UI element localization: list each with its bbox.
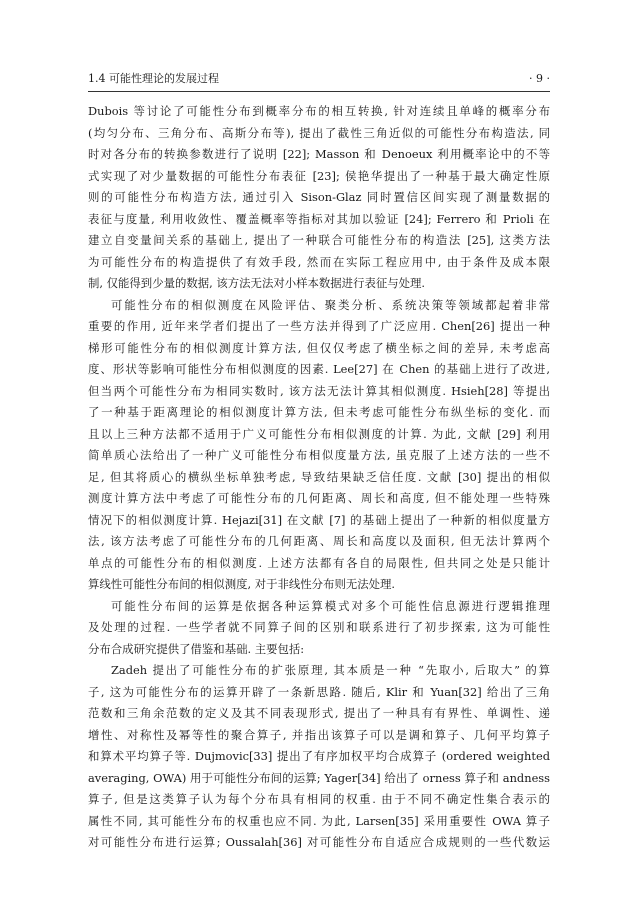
text-line: 但当两个可能性分布为相同实数时, 该方法无法计算其相似测度. Hsieh[28] 等提出: [88, 383, 550, 398]
text-line: 简单质心法给出了一种广义可能性分布相似度量方法, 虽克服了上述方法的一些不: [88, 448, 550, 462]
text-line: 范数和三角余范数的定义及其不同表现形式, 提出了一种具有有界性、单调性、递: [88, 706, 550, 720]
page-number: · 9 ·: [529, 72, 550, 85]
text-line: 表征与度量, 利用收敛性、覆盖概率等指标对其加以验证 [24]; Ferrero 和 Prioli 在: [88, 211, 550, 226]
text-line: 梯形可能性分布的相似测度计算方法, 但仅仅考虑了横坐标之间的差异, 未考虑高: [88, 340, 550, 355]
text-line: 度、形状等影响可能性分布相似测度的因素. Lee[27] 在 Chen 的基础上进行了改进,: [88, 362, 550, 376]
text-line: 对可能性分布进行运算; Oussalah[36] 对可能性分布自适应合成规则的一些代数运: [88, 835, 550, 849]
text-line: 及处理的过程. 一些学者就不同算子间的区别和联系进行了初步探索, 这为可能性: [88, 620, 550, 634]
text-line: 算子, 但是这类算子认为每个分布具有相同的权重. 由于不同不确定性集合表示的: [88, 792, 550, 806]
text-line: 测度计算方法中考虑了可能性分布的几何距离、周长和高度, 但不能处理一些特殊: [88, 491, 550, 505]
text-line: 且以上三种方法都不适用于广义可能性分布相似测度的计算. 为此, 文献 [29] 利用: [88, 426, 550, 441]
text-line: 为可能性分布的构造提供了有效手段, 然而在实际工程应用中, 由于条件及成本限: [88, 254, 550, 269]
text-line: 可能性分布的相似测度在风险评估、聚类分析、系统决策等领域都起着非常: [111, 297, 550, 312]
text-line: 足, 但其将质心的横纵坐标单独考虑, 导致结果缺乏信任度. 文献 [30] 提出的相似: [88, 469, 550, 484]
text-line: 时对各分布的转换参数进行了说明 [22]; Masson 和 Denoeux 利用概率论中的不等: [88, 147, 550, 161]
text-line: 和算术平均算子等. Dujmovic[33] 提出了有序加权平均合成算子 (ordered weighted: [88, 749, 550, 763]
text-line: 法, 该方法考虑了可能性分布的几何距离、周长和高度以及面积, 但无法计算两个: [88, 534, 550, 548]
text-line: 重要的作用, 近年来学者们提出了一些方法并得到了广泛应用. Chen[26] 提出一种: [88, 319, 550, 333]
running-header: [88, 70, 550, 88]
text-line: 制, 仅能得到少量的数据, 该方法无法对小样本数据进行表征与处理.: [88, 276, 426, 290]
text-line: 建立自变量间关系的基础上, 提出了一种联合可能性分布的构造法 [25], 这类方法: [88, 233, 550, 247]
text-line: 式实现了对少量数据的可能性分布表征 [23]; 侯艳华提出了一种基于最大确定性原: [88, 168, 550, 183]
text-line: averaging, OWA) 用于可能性分布间的运算; Yager[34] 给出了 orness 算子和 andness: [88, 770, 550, 785]
text-line: 增性、对称性及幂等性的聚合算子, 并指出该算子可以是调和算子、几何平均算子: [88, 727, 550, 742]
text-line: 情况下的相似测度计算. Hejazi[31] 在文献 [7] 的基础上提出了一种新的相似度量方: [88, 512, 550, 527]
text-line: 单点的可能性分布的相似测度. 上述方法都有各自的局限性, 但共同之处是只能计: [88, 555, 550, 570]
text-line: (均匀分布、三角分布、高斯分布等), 提出了截性三角近似的可能性分布构造法, 同: [88, 125, 550, 140]
text-line: 分布合成研究提供了借鉴和基础. 主要包括:: [88, 641, 305, 656]
text-line: 了一种基于距离理论的相似测度计算方法, 但未考虑可能性分布纵坐标的变化. 而: [88, 405, 550, 419]
text-line: 属性不同, 其可能性分布的权重也应不同. 为此, Larsen[35] 采用重要性 OWA 算子: [88, 813, 550, 828]
text-line: 算线性可能性分布间的相似测度, 对于非线性分布则无法处理.: [88, 577, 396, 591]
page-body: [88, 101, 550, 854]
text-line: Dubois 等讨论了可能性分布到概率分布的相互转换, 针对连续且单峰的概率分布: [88, 104, 550, 118]
header-rule: [88, 91, 550, 92]
section-title: 1.4 可能性理论的发展过程: [88, 72, 219, 85]
text-line: 则的可能性分布构造方法, 通过引入 Sison-Glaz 同时置信区间实现了测量数据的: [88, 190, 550, 204]
text-line: 可能性分布间的运算是依据各种运算模式对多个可能性信息源进行逻辑推理: [111, 598, 550, 613]
text-line: 子, 这为可能性分布的运算开辟了一条新思路. 随后, Klir 和 Yuan[32] 给出了三角: [88, 684, 550, 699]
text-line: Zadeh 提出了可能性分布的扩张原理, 其本质是一种 “先取小, 后取大” 的算: [111, 663, 550, 677]
